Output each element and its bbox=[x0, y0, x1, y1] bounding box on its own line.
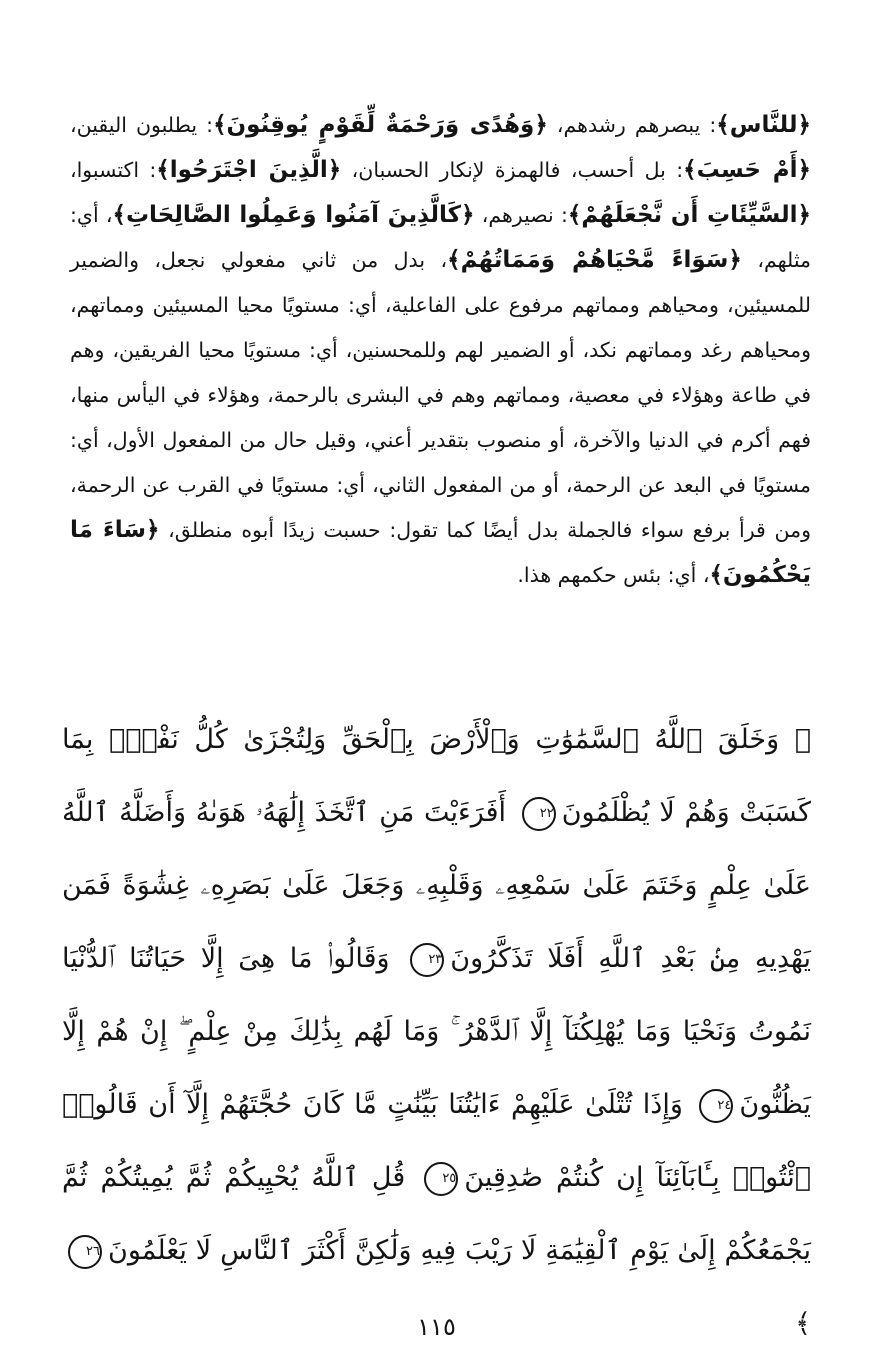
verse-22: وَخَلَقَ ٱللَّهُ ٱلسَّمَٰوَٰتِ وَٱلْأَرْضَ بِٱلْحَقِّ وَلِتُجْزَىٰ كُلُّ نَفْسٍۭ بِمَا كَسَبَتْ وَهُمْ لَا يُظْلَمُونَ bbox=[62, 724, 811, 828]
quote-lilnas: ﴿للنَّاس﴾ bbox=[716, 111, 811, 138]
commentary-text: : يبصرهم رشدهم، bbox=[547, 112, 717, 137]
verse-25: وَإِذَا تُتْلَىٰ عَلَيْهِمْ ءَايَٰتُنَا بَيِّنَٰتٍ مَّا كَانَ حُجَّتَهُمْ إِلَّآ أَن قَالُوا۟ ٱئْتُوا۟ بِـَٔابَآئِنَآ إِن كُنتُمْ صَٰدِقِينَ bbox=[62, 1089, 811, 1193]
page-number: ١١٥ bbox=[417, 1313, 456, 1341]
commentary-text: ، أي: بئس حكمهم هذا. bbox=[517, 562, 710, 587]
commentary-text: : اكتسبوا، bbox=[70, 157, 157, 182]
verse-23: أَفَرَءَيْتَ مَنِ ٱتَّخَذَ إِلَٰهَهُۥ هَوَىٰهُ وَأَضَلَّهُ ٱللَّهُ عَلَىٰ عِلْمٍ وَخَتَمَ عَلَىٰ سَمْعِهِۦ وَقَلْبِهِۦ وَجَعَلَ عَلَىٰ بَصَرِهِۦ غِشَٰوَةً فَمَن يَهْدِيهِ مِنۢ بَعْدِ ٱللَّهِ أَفَلَا تَذَكَّرُونَ bbox=[62, 797, 811, 974]
quote-saa-ma: ﴿سَاءَ مَا يَحْكُمُونَ﴾ bbox=[70, 516, 811, 588]
quote-sayyiat: ﴿السَّيِّئَاتِ أَن نَّجْعَلَهُمْ﴾ bbox=[567, 201, 811, 228]
ayah-number-24: ٢٤ bbox=[699, 1089, 733, 1123]
quote-ijtarahu: ﴿الَّذِينَ اجْتَرَحُوا﴾ bbox=[156, 156, 342, 183]
ayah-number-23: ٢٣ bbox=[410, 943, 444, 977]
ayah-number-22: ٢٢ bbox=[522, 797, 556, 831]
quote-huda: ﴿وَهُدًى وَرَحْمَةٌ لِّقَوْمٍ يُوقِنُونَ﴾ bbox=[213, 111, 548, 138]
quote-sawaan: ﴿سَوَاءً مَّحْيَاهُمْ وَمَمَاتُهُمْ﴾ bbox=[447, 246, 742, 273]
quote-am-hasiba: ﴿أَمْ حَسِبَ﴾ bbox=[683, 156, 812, 183]
commentary-text: : نصيرهم، bbox=[474, 202, 568, 227]
commentary-text: : بل أحسب، فالهمزة لإنكار الحسبان، bbox=[341, 157, 684, 182]
close-bracket: ﴾ bbox=[795, 1308, 811, 1339]
quote-amanu: ﴿كَالَّذِينَ آمَنُوا وَعَمِلُوا الصَّالِحَاتِ﴾ bbox=[112, 201, 475, 228]
commentary-text: : يطلبون اليقين، bbox=[70, 112, 214, 137]
commentary-text: ، بدل من ثاني مفعولي نجعل، والضمير للمسيئين، ومحياهم ومماتهم مرفوع على الفاعلية، أي: مستويًا محيا المسيئين ومماتهم، ومحياهم رغد ومماتهم نكد، أو الضمير لهم وللمحسنين، أي: مستويًا محيا الفريقين، وهم في طاعة وهؤلاء في معصية، ومماتهم وهم في البشرى بالرحمة، وهؤلاء في اليأس منها، فهم أكرم في الدنيا والآخرة، أو منصوب بتقدير أعني، وقيل حال من المفعول الأول، أي: مستويًا في البعد عن الرحمة، أو من المفعول الثاني، أي: مستويًا في القرب عن الرحمة، ومن قرأ برفع سواء فالجملة بدل أيضًا كما تقول: حسبت زيدًا أبوه منطلق، bbox=[70, 247, 811, 542]
ayah-number-26: ٢٦ bbox=[68, 1235, 102, 1269]
quran-verses bbox=[62, 703, 811, 1360]
open-bracket: ﴿ bbox=[794, 724, 811, 755]
tafsir-commentary bbox=[70, 103, 811, 598]
verse-24: وَقَالُوا۟ مَا هِىَ إِلَّا حَيَاتُنَا ٱلدُّنْيَا نَمُوتُ وَنَحْيَا وَمَا يُهْلِكُنَآ إِلَّا ٱلدَّهْرُ ۚ وَمَا لَهُم بِذَٰلِكَ مِنْ عِلْمٍ ۖ إِنْ هُمْ إِلَّا يَظُنُّونَ bbox=[62, 943, 811, 1120]
ayah-number-25: ٢٥ bbox=[424, 1162, 458, 1196]
verse-26: قُلِ ٱللَّهُ يُحْيِيكُمْ ثُمَّ يُمِيتُكُمْ ثُمَّ يَجْمَعُكُمْ إِلَىٰ يَوْمِ ٱلْقِيَٰمَةِ لَا رَيْبَ فِيهِ وَلَٰكِنَّ أَكْثَرَ ٱلنَّاسِ لَا يَعْلَمُونَ bbox=[62, 1162, 811, 1266]
commentary-text: ، أي: مثلهم، bbox=[70, 202, 811, 272]
